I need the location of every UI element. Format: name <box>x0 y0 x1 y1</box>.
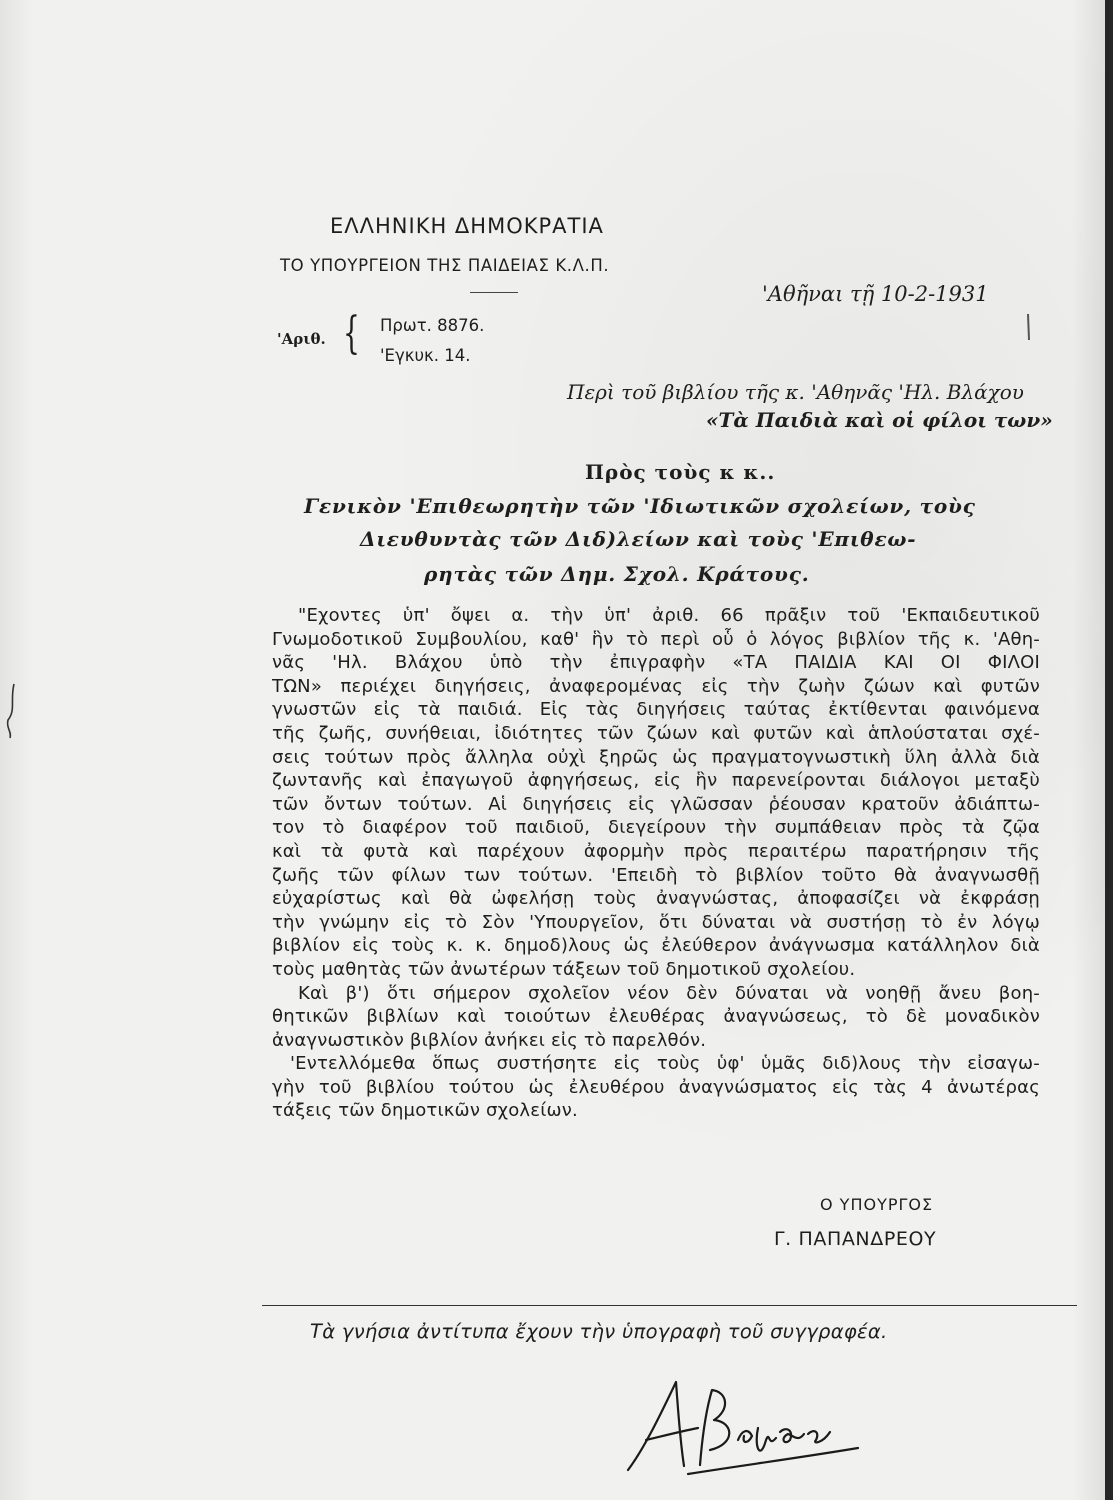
signatory-name: Γ. ΠΑΠΑΝΔΡΕΟΥ <box>774 1228 937 1250</box>
margin-tick-mark <box>1022 312 1034 342</box>
addressee-line-2: Διευθυντὰς τῶν Διδ)λείων καὶ τοὺς 'Επιθεω- <box>360 527 917 551</box>
document-date: 'Αθῆναι τῇ 10-2-1931 <box>762 282 989 306</box>
reference-label: 'Αριθ. <box>277 330 326 348</box>
letterhead-state: ΕΛΛΗΝΙΚΗ ΔΗΜΟΚΡΑΤΙΑ <box>330 214 604 238</box>
body-line: γνωστῶν εἰς τὰ παιδιά. Εἰς τὰς διηγήσεις ταύτας ἐκτίθενται φαινόμενα <box>272 699 1040 721</box>
body-line: γὴν τοῦ βιβλίου τούτου ὡς ἐλευθέρου ἀναγνώσματος εἰς τὰς 4 ἀνωτέρας <box>272 1076 1040 1098</box>
body-line: τον τὸ διαφέρον τοῦ παιδιοῦ, διεγείρουν τὴν συμπάθειαν πρὸς τὰ ζῷα <box>272 817 1040 839</box>
body-line: θητικῶν βιβλίων καὶ τοιούτων ἐλευθέρας ἀναγνώσεως, τὸ δὲ μοναδικὸν <box>272 1006 1040 1028</box>
body-line: τῆς ζωῆς, συνήθειαι, ἰδιότητες τῶν ζώων καὶ φυτῶν καὶ ἁπλούσταται σχέ- <box>272 722 1040 744</box>
reference-protocol: Πρωτ. 8876. <box>380 316 485 335</box>
footnote-text: Τὰ γνήσια ἀντίτυπα ἔχουν τὴν ὑπογραφὴ τοῦ συγγραφέα. <box>310 1320 888 1343</box>
body-line: Καὶ β') ὅτι σήμερον σχολεῖον νέον δὲν δύναται νὰ νοηθῇ ἄνευ βοη- <box>298 982 1040 1004</box>
body-line: ἀναγνωστικὸν βιβλίον ἀνήκει εἰς τὸ παρελθόν. <box>272 1029 707 1051</box>
letterhead-ministry: ΤΟ ΥΠΟΥΡΓΕΙΟΝ ΤΗΣ ΠΑΙΔΕΙΑΣ Κ.Λ.Π. <box>280 256 610 275</box>
body-line: ΤΩΝ» περιέχει διηγήσεις, ἀναφερομένας εἰς τὴν ζωὴν ζώων καὶ φυτῶν <box>272 675 1040 697</box>
body-line: ζωντανῆς καὶ ἐπαγωγοῦ ἀφηγήσεως, εἰς ἣν παρενείρονται διάλογοι μεταξὺ <box>272 770 1040 792</box>
reference-brace: { <box>343 308 360 359</box>
body-line: νᾶς 'Ηλ. Βλάχου ὑπὸ τὴν ἐπιγραφὴν «ΤΑ ΠΑΙΔΙΑ ΚΑΙ ΟΙ ΦΙΛΟΙ <box>272 652 1040 674</box>
body-line: εὐχαρίστως καὶ θὰ ὠφελήσῃ τοὺς ἀναγνώστας, ἀποφασίζει νὰ ἐκφράσῃ <box>272 888 1040 910</box>
scan-dark-edge <box>1105 0 1113 1500</box>
body-line: τῶν ὄντων τούτων. Αἱ διηγήσεις εἰς γλῶσσαν ῥέουσαν κρατοῦν ἀδιάπτω- <box>272 793 1040 815</box>
body-line: σεις τούτων πρὸς ἄλληλα οὐχὶ ξηρῶς ὡς πραγματογνωστικὴ ὕλη ἀλλὰ διὰ <box>272 746 1040 768</box>
letter-body <box>272 604 1040 1123</box>
body-line: βιβλίον εἰς τοὺς κ. κ. δημοδ)λους ὡς ἐλεύθερον ἀνάγνωσμα κατάλληλον διὰ <box>272 935 1040 957</box>
body-line: "Εχοντες ὑπ' ὄψει α. τὴν ὑπ' ἀριθ. 66 πρᾶξιν τοῦ 'Εκπαιδευτικοῦ <box>298 605 1040 626</box>
addressee-line-3: ρητὰς τῶν Δημ. Σχολ. Κράτους. <box>424 562 810 586</box>
footnote-divider <box>262 1305 1077 1306</box>
body-line: ζωῆς τῶν φίλων των τούτων. 'Επειδὴ τὸ βιβλίον τοῦτο θὰ ἀναγνωσθῇ <box>272 864 1040 886</box>
body-line: τάξεις τῶν δημοτικῶν σχολείων. <box>272 1100 578 1122</box>
author-signature <box>618 1370 868 1480</box>
body-line: Γνωμοδοτικοῦ Συμβουλίου, καθ' ἣν τὸ περὶ οὗ ὁ λόγος βιβλίον τῆς κ. 'Αθη- <box>272 628 1040 650</box>
letterhead-divider <box>470 292 518 293</box>
reference-circular: 'Εγκυκ. 14. <box>380 346 471 365</box>
margin-ink-mark <box>0 680 30 740</box>
body-line: τοὺς μαθητὰς τῶν ἀνωτέρων τάξεων τοῦ δημοτικοῦ σχολείου. <box>272 958 856 980</box>
body-line: τὴν γνώμην εἰς τὸ Σὸν 'Υπουργεῖον, ὅτι δύναται νὰ συστήσῃ τὸ ἐν λόγῳ <box>272 911 1040 933</box>
body-line: καὶ τὰ φυτὰ καὶ παρέχουν ἀφορμὴν πρὸς περαιτέρω παρατήρησιν τῆς <box>272 840 1040 862</box>
subject-line-1: Περὶ τοῦ βιβλίου τῆς κ. 'Αθηνᾶς 'Ηλ. Βλάχου <box>567 380 1024 404</box>
signatory-title: Ο ΥΠΟΥΡΓΟΣ <box>820 1195 934 1214</box>
subject-line-2: «Τὰ Παιδιὰ καὶ οἱ φίλοι των» <box>706 408 1053 432</box>
addressee-line-1: Γενικὸν 'Επιθεωρητὴν τῶν 'Ιδιωτικῶν σχολείων, τοὺς <box>304 494 976 518</box>
body-line: 'Εντελλόμεθα ὅπως συστήσητε εἰς τοὺς ὑφ' ὑμᾶς διδ)λους τὴν εἰσαγω- <box>290 1053 1040 1075</box>
addressee-title: Πρὸς τοὺς κ κ.. <box>585 460 776 484</box>
